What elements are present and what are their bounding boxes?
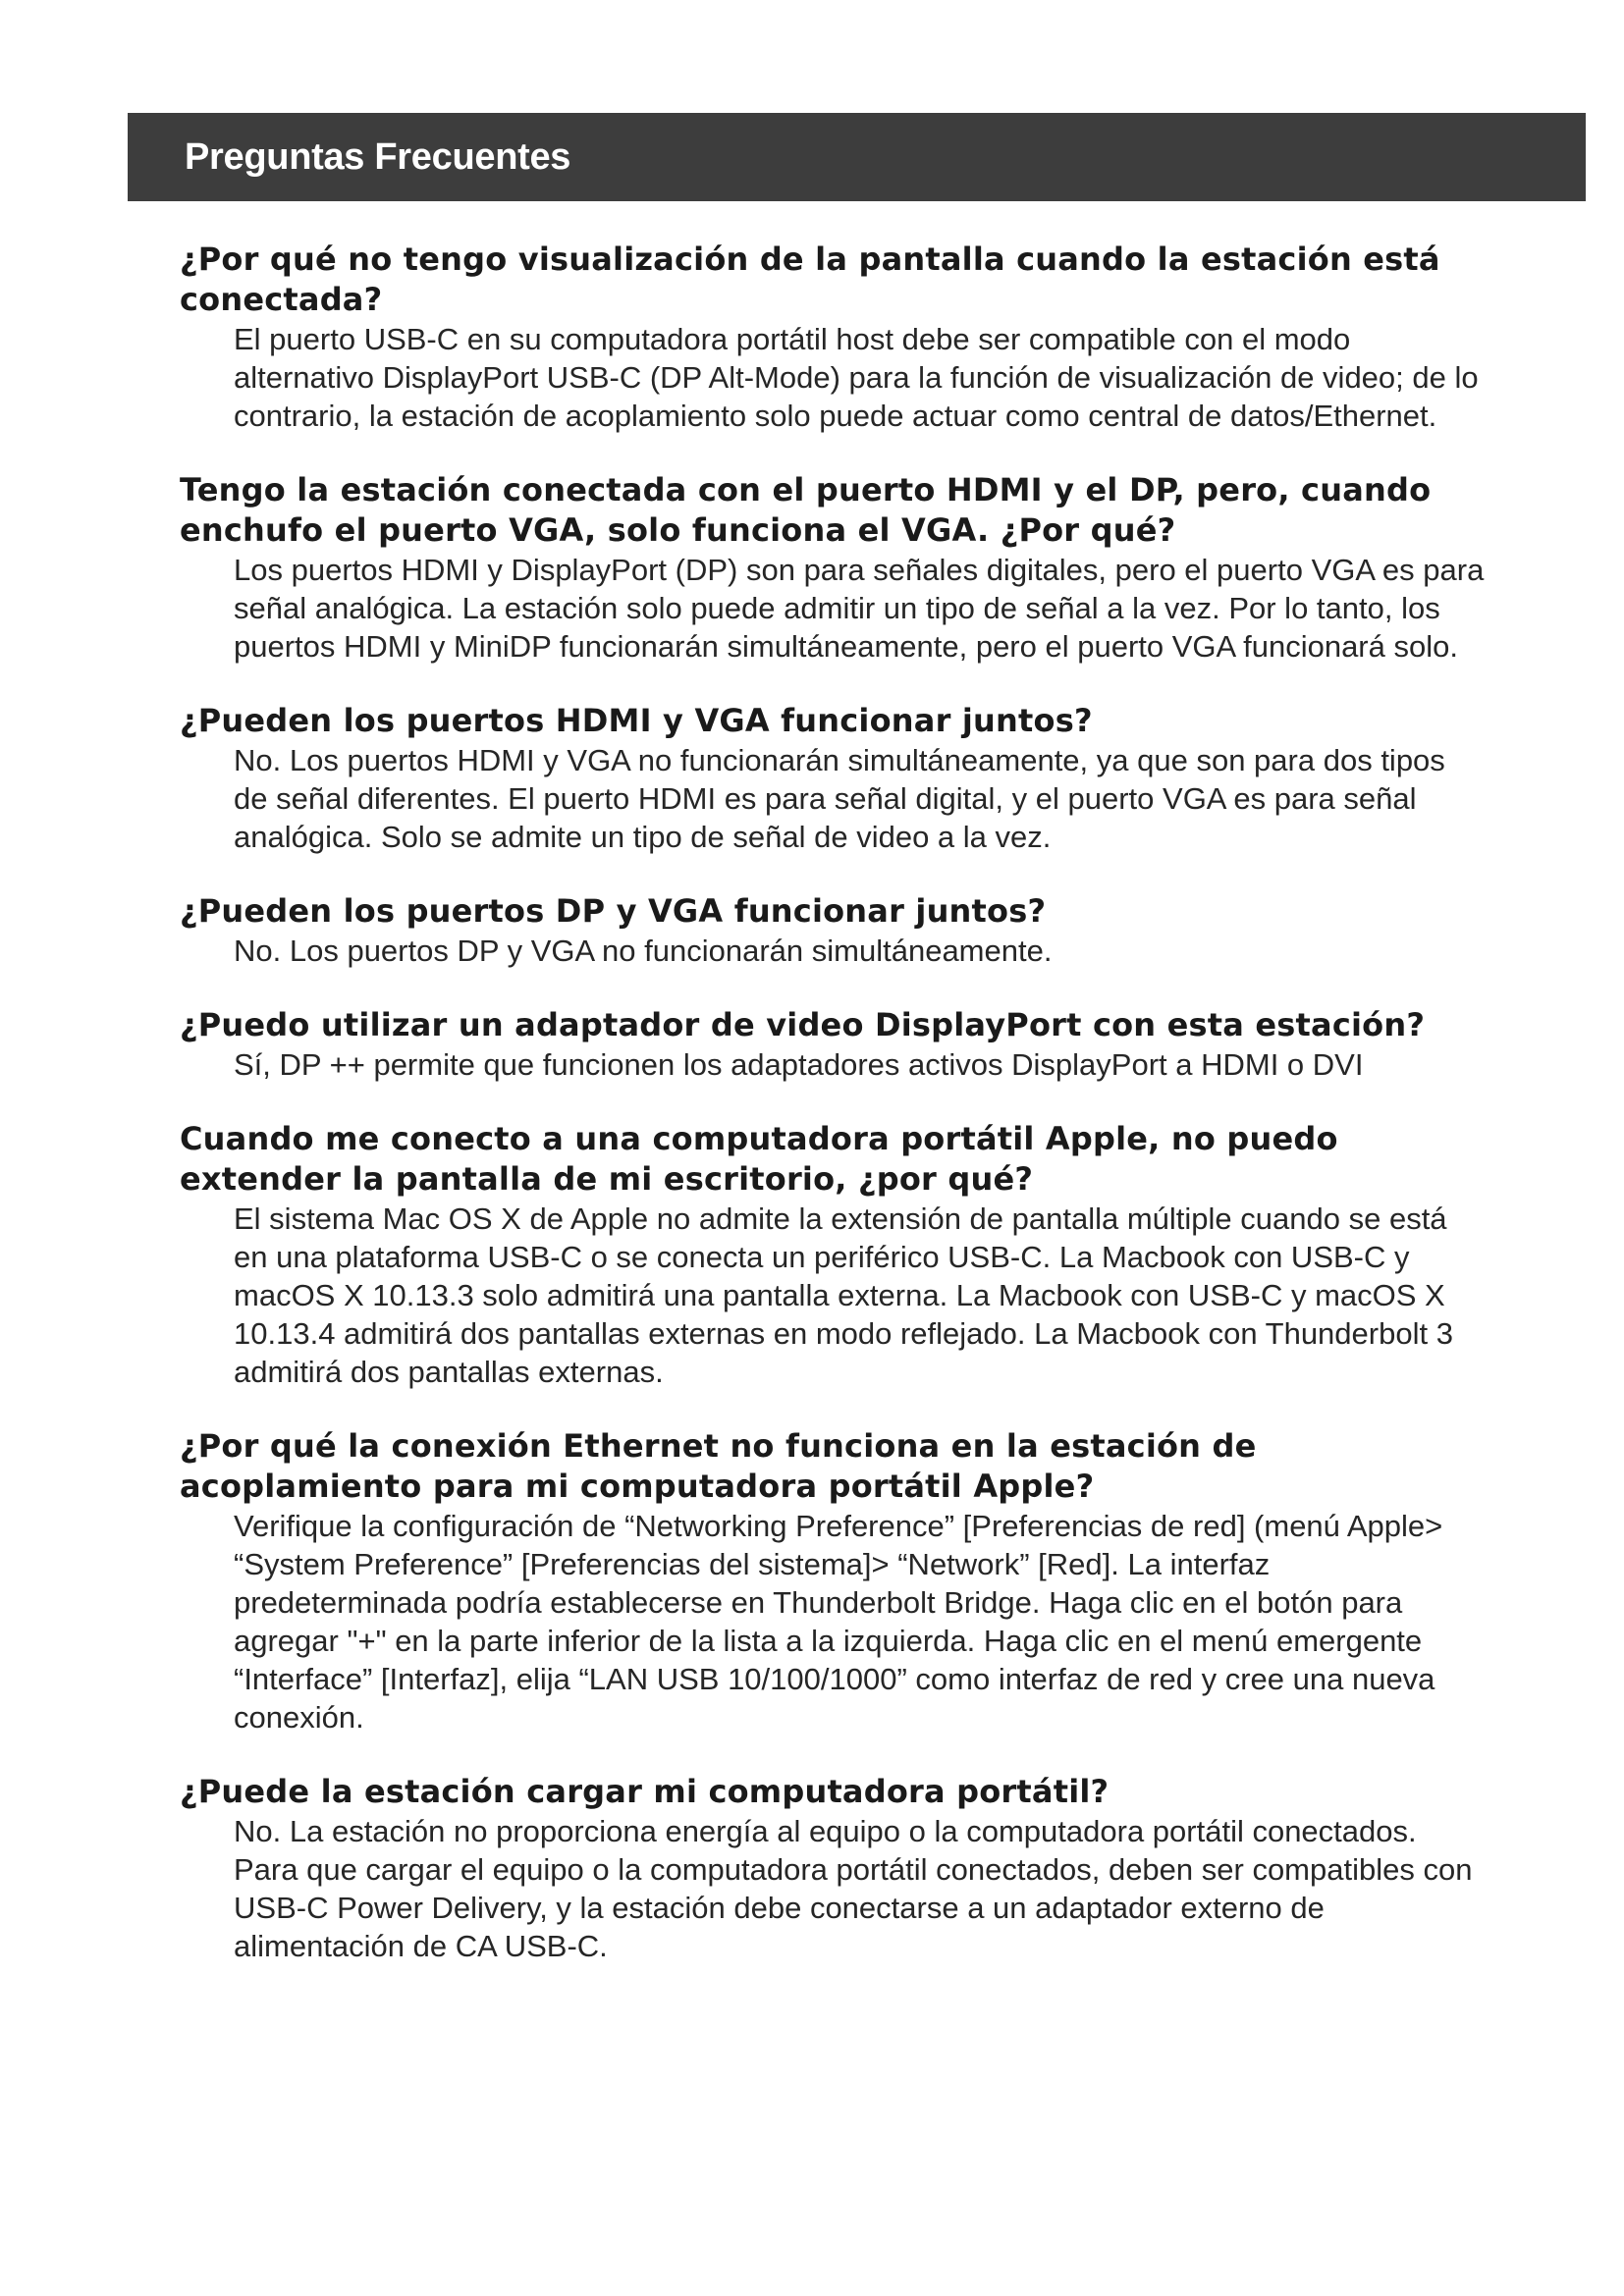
faq-item-charging (180, 1772, 1486, 1965)
faq-answer: Verifique la configuración de “Networking Preference” [Preferencias de red] (menú Apple> “System Preference” [Preferencias del sistema]> “Network” [Red]. La interfaz predeterminada podría establecerse en Thunderbolt Bridge. Haga clic en el botón para agregar "+" en la parte inferior de la lista a la izquierda. Haga clic en el menú emergente “Interface” [Interfaz], elija “LAN USB 10/100/1000” como interfaz de red y cree una nueva conexión. (234, 1509, 1443, 1735)
faq-question: ¿Puedo utilizar un adaptador de video DisplayPort con esta estación? (180, 1006, 1426, 1043)
faq-question: ¿Pueden los puertos DP y VGA funcionar juntos? (180, 892, 1047, 930)
faq-question: Cuando me conecto a una computadora portátil Apple, no puedo extender la pantalla de mi escritorio, ¿por qué? (180, 1120, 1338, 1198)
faq-answer: Los puertos HDMI y DisplayPort (DP) son para señales digitales, pero el puerto VGA es para señal analógica. La estación solo puede admitir un tipo de señal a la vez. Por lo tanto, los puertos HDMI y MiniDP funcionarán simultáneamente, pero el puerto VGA funcionará solo. (234, 553, 1485, 664)
faq-answer: El sistema Mac OS X de Apple no admite la extensión de pantalla múltiple cuando se está en una plataforma USB-C o se conecta un periférico USB-C. La Macbook con USB-C y macOS X 10.13.3 solo admitirá una pantalla externa. La Macbook con USB-C y macOS X 10.13.4 admitirá dos pantallas externas en modo reflejado. La Macbook con Thunderbolt 3 admitirá dos pantallas externas. (234, 1201, 1453, 1389)
faq-answer: El puerto USB-C en su computadora portátil host debe ser compatible con el modo alternativo DisplayPort USB-C (DP Alt-Mode) para la función de visualización de video; de lo contrario, la estación de acoplamiento solo puede actuar como central de datos/Ethernet. (234, 322, 1479, 433)
faq-question: ¿Puede la estación cargar mi computadora portátil? (180, 1773, 1110, 1810)
page-title: Preguntas Frecuentes (185, 135, 571, 178)
faq-answer: No. Los puertos DP y VGA no funcionarán simultáneamente. (234, 934, 1053, 968)
faq-item-dp-adapter (180, 1005, 1486, 1084)
faq-item-dp-vga (180, 891, 1486, 970)
faq-item-no-display (180, 240, 1486, 435)
faq-question: ¿Por qué la conexión Ethernet no funciona en la estación de acoplamiento para mi computadora portátil Apple? (180, 1427, 1257, 1505)
faq-item-apple-ethernet (180, 1426, 1486, 1736)
faq-question: Tengo la estación conectada con el puerto HDMI y el DP, pero, cuando enchufo el puerto VGA, solo funciona el VGA. ¿Por qué? (180, 471, 1432, 549)
faq-list (180, 240, 1486, 2001)
faq-answer: No. La estación no proporciona energía al equipo o la computadora portátil conectados. Para que cargar el equipo o la computadora portátil conectados, deben ser compatibles con USB-C Power Delivery, y la estación debe conectarse a un adaptador externo de alimentación de CA USB-C. (234, 1814, 1473, 1963)
faq-question: ¿Por qué no tengo visualización de la pantalla cuando la estación está conectada? (180, 240, 1440, 318)
faq-item-vga-only (180, 470, 1486, 666)
faq-item-apple-extend (180, 1119, 1486, 1391)
faq-answer: No. Los puertos HDMI y VGA no funcionarán simultáneamente, ya que son para dos tipos de señal diferentes. El puerto HDMI es para señal digital, y el puerto VGA es para señal analógica. Solo se admite un tipo de señal de video a la vez. (234, 743, 1445, 854)
faq-item-hdmi-vga (180, 701, 1486, 856)
section-header-bar (128, 113, 1586, 201)
faq-answer: Sí, DP ++ permite que funcionen los adaptadores activos DisplayPort a HDMI o DVI (234, 1047, 1364, 1082)
faq-question: ¿Pueden los puertos HDMI y VGA funcionar juntos? (180, 702, 1093, 739)
